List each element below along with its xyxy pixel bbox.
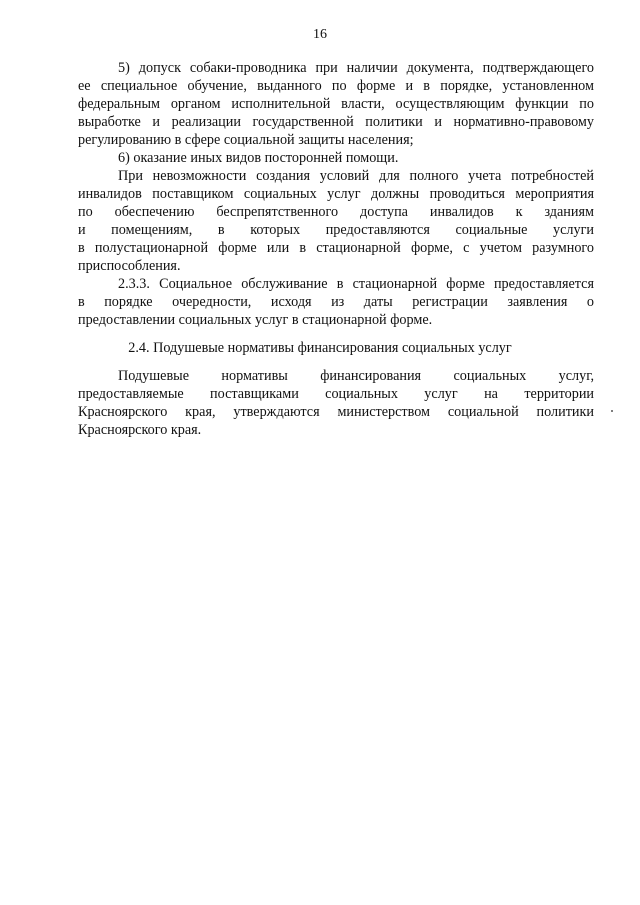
paragraph-line: 6) оказание иных видов посторонней помощи. xyxy=(118,150,399,166)
paragraph-line: инвалидов поставщиком социальных услуг должны проводиться мероприятия xyxy=(78,186,594,202)
paragraph-line: выработке и реализации государственной политики и нормативно-правовому xyxy=(78,114,594,130)
paragraph-line: приспособления. xyxy=(78,258,181,274)
paragraph-line: в порядке очередности, исходя из даты регистрации заявления о xyxy=(78,294,594,310)
paragraph-line: регулированию в сфере социальной защиты населения; xyxy=(78,132,414,148)
paragraph-line: 2.3.3. Социальное обслуживание в стационарной форме предоставляется xyxy=(118,276,594,292)
paragraph-line: 5) допуск собаки-проводника при наличии документа, подтверждающего xyxy=(118,60,594,76)
paragraph-line: по обеспечению беспрепятственного доступа инвалидов к зданиям xyxy=(78,204,594,220)
paragraph-line: в полустационарной форме или в стационарной форме, с учетом разумного xyxy=(78,240,594,256)
section-heading: 2.4. Подушевые нормативы финансирования социальных услуг xyxy=(128,340,512,356)
paragraph-line: ее специальное обучение, выданного по форме и в порядке, установленном xyxy=(78,78,594,94)
paragraph-line: предоставляемые поставщиками социальных услуг на территории xyxy=(78,386,594,402)
paragraph-line: При невозможности создания условий для полного учета потребностей xyxy=(118,168,594,184)
paragraph-line: предоставлении социальных услуг в стационарной форме. xyxy=(78,312,433,328)
scan-speck xyxy=(611,410,613,412)
paragraph-line: Красноярского края. xyxy=(78,422,202,438)
page-number: 16 xyxy=(313,27,327,42)
paragraph-line: Подушевые нормативы финансирования социальных услуг, xyxy=(118,368,594,384)
paragraph-line: Красноярского края, утверждаются министерством социальной политики xyxy=(78,404,594,420)
paragraph-line: федеральным органом исполнительной власти, осуществляющим функции по xyxy=(78,96,594,112)
paragraph-line: и помещениям, в которых предоставляются социальные услуги xyxy=(78,222,594,238)
